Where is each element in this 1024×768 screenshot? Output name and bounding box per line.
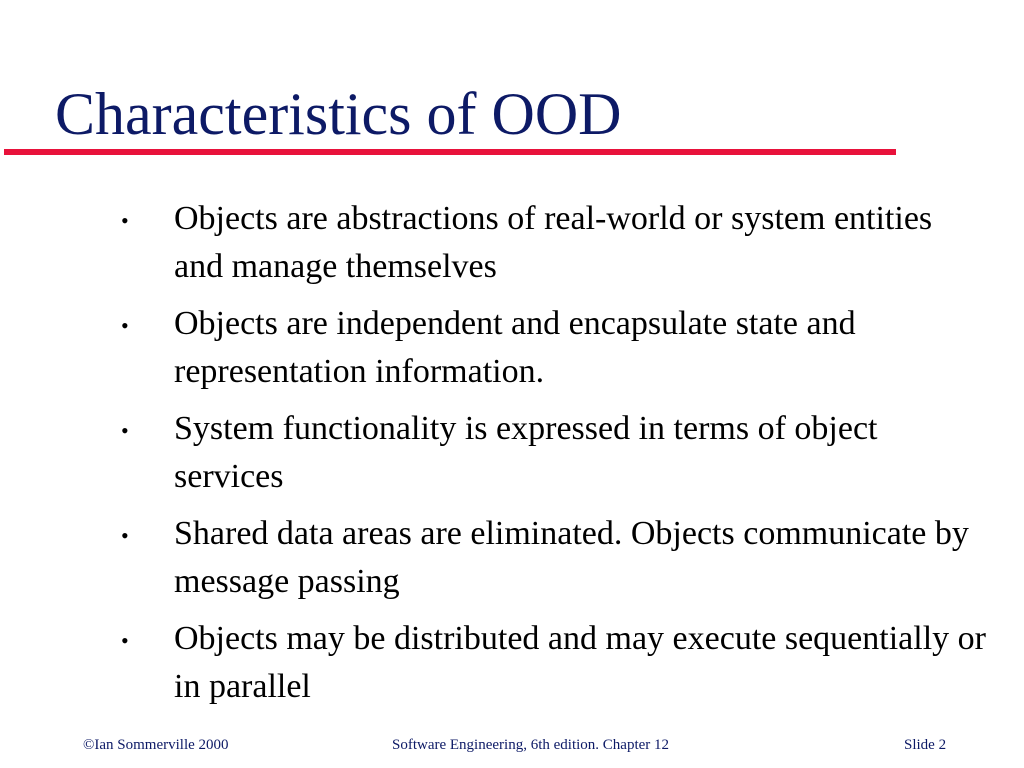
bullet-dot-icon: • [121,313,129,338]
bullet-text: Shared data areas are eliminated. Objects communicate by message passing [174,515,969,600]
bullet-dot-icon: • [121,418,129,443]
bullet-item [118,510,988,606]
bullet-dot-icon: • [121,523,129,548]
title-underline [4,149,896,155]
bullet-item [118,405,988,501]
footer-copyright: ©Ian Sommerville 2000 [83,737,229,753]
slide-title: Characteristics of OOD [55,81,622,147]
bullet-item [118,615,988,711]
bullet-text: Objects may be distributed and may execute sequentially or in parallel [174,620,986,705]
bullet-text: Objects are independent and encapsulate state and representation information. [174,305,856,390]
bullet-list [118,195,988,720]
bullet-dot-icon: • [121,208,129,233]
bullet-dot-icon: • [121,628,129,653]
footer-slide-number: Slide 2 [904,737,947,753]
footer-book-title: Software Engineering, 6th edition. Chapter 12 [392,737,670,753]
bullet-text: System functionality is expressed in terms of object services [174,410,878,495]
bullet-item [118,195,988,291]
bullet-text: Objects are abstractions of real-world or system entities and manage themselves [174,200,933,285]
bullet-item [118,300,988,396]
